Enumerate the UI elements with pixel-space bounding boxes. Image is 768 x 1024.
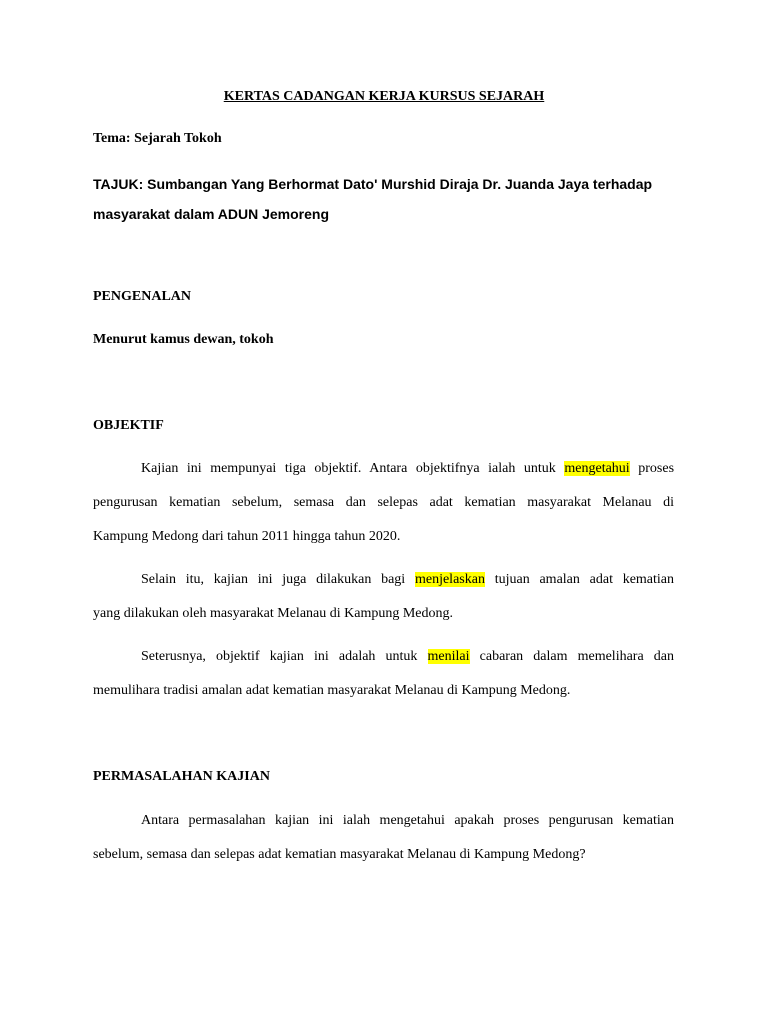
pengenalan-heading: PENGENALAN <box>93 289 192 304</box>
objektif-heading: OBJEKTIF <box>93 418 164 433</box>
document-title: KERTAS CADANGAN KERJA KURSUS SEJARAH <box>223 89 545 104</box>
objektif-p3-highlight: menilai <box>427 649 470 664</box>
objektif-p3-post: cabaran dalam memelihara dan <box>479 649 674 664</box>
tema-line: Tema: Sejarah Tokoh <box>93 131 222 146</box>
objektif-p3-pre: Seterusnya, objektif kajian ini adalah untuk <box>141 649 418 664</box>
permasalahan-p1-line-1: Antara permasalahan kajian ini ialah mengetahui apakah proses pengurusan kematian <box>141 813 674 828</box>
tajuk-line-1: TAJUK: Sumbangan Yang Berhormat Dato' Murshid Diraja Dr. Juanda Jaya terhadap <box>93 176 653 192</box>
objektif-p1-pre: Kajian ini mempunyai tiga objektif. Antara objektifnya ialah untuk <box>141 461 556 476</box>
objektif-p3-line-2: memulihara tradisi amalan adat kematian masyarakat Melanau di Kampung Medong. <box>93 683 571 698</box>
objektif-p1-line-3: Kampung Medong dari tahun 2011 hingga tahun 2020. <box>93 529 401 544</box>
pengenalan-text: Menurut kamus dewan, tokoh <box>93 332 274 347</box>
objektif-p1-post: proses <box>638 461 675 476</box>
objektif-p1-line-1 <box>141 460 674 478</box>
objektif-p2-pre: Selain itu, kajian ini juga dilakukan bagi <box>141 572 406 587</box>
objektif-p2-line-1 <box>141 571 674 589</box>
objektif-p2-highlight: menjelaskan <box>414 572 485 587</box>
objektif-p3-line-1 <box>141 648 674 666</box>
permasalahan-p1-line-2: sebelum, semasa dan selepas adat kematian masyarakat Melanau di Kampung Medong? <box>93 847 586 862</box>
objektif-p2-line-2: yang dilakukan oleh masyarakat Melanau di Kampung Medong. <box>93 606 454 621</box>
tajuk-line-2: masyarakat dalam ADUN Jemoreng <box>93 206 330 222</box>
objektif-p1-line-2: pengurusan kematian sebelum, semasa dan selepas adat kematian masyarakat Melanau di <box>93 495 674 510</box>
objektif-p1-highlight: mengetahui <box>564 461 630 476</box>
objektif-p2-post: tujuan amalan adat kematian <box>494 572 675 587</box>
permasalahan-heading: PERMASALAHAN KAJIAN <box>93 769 270 784</box>
